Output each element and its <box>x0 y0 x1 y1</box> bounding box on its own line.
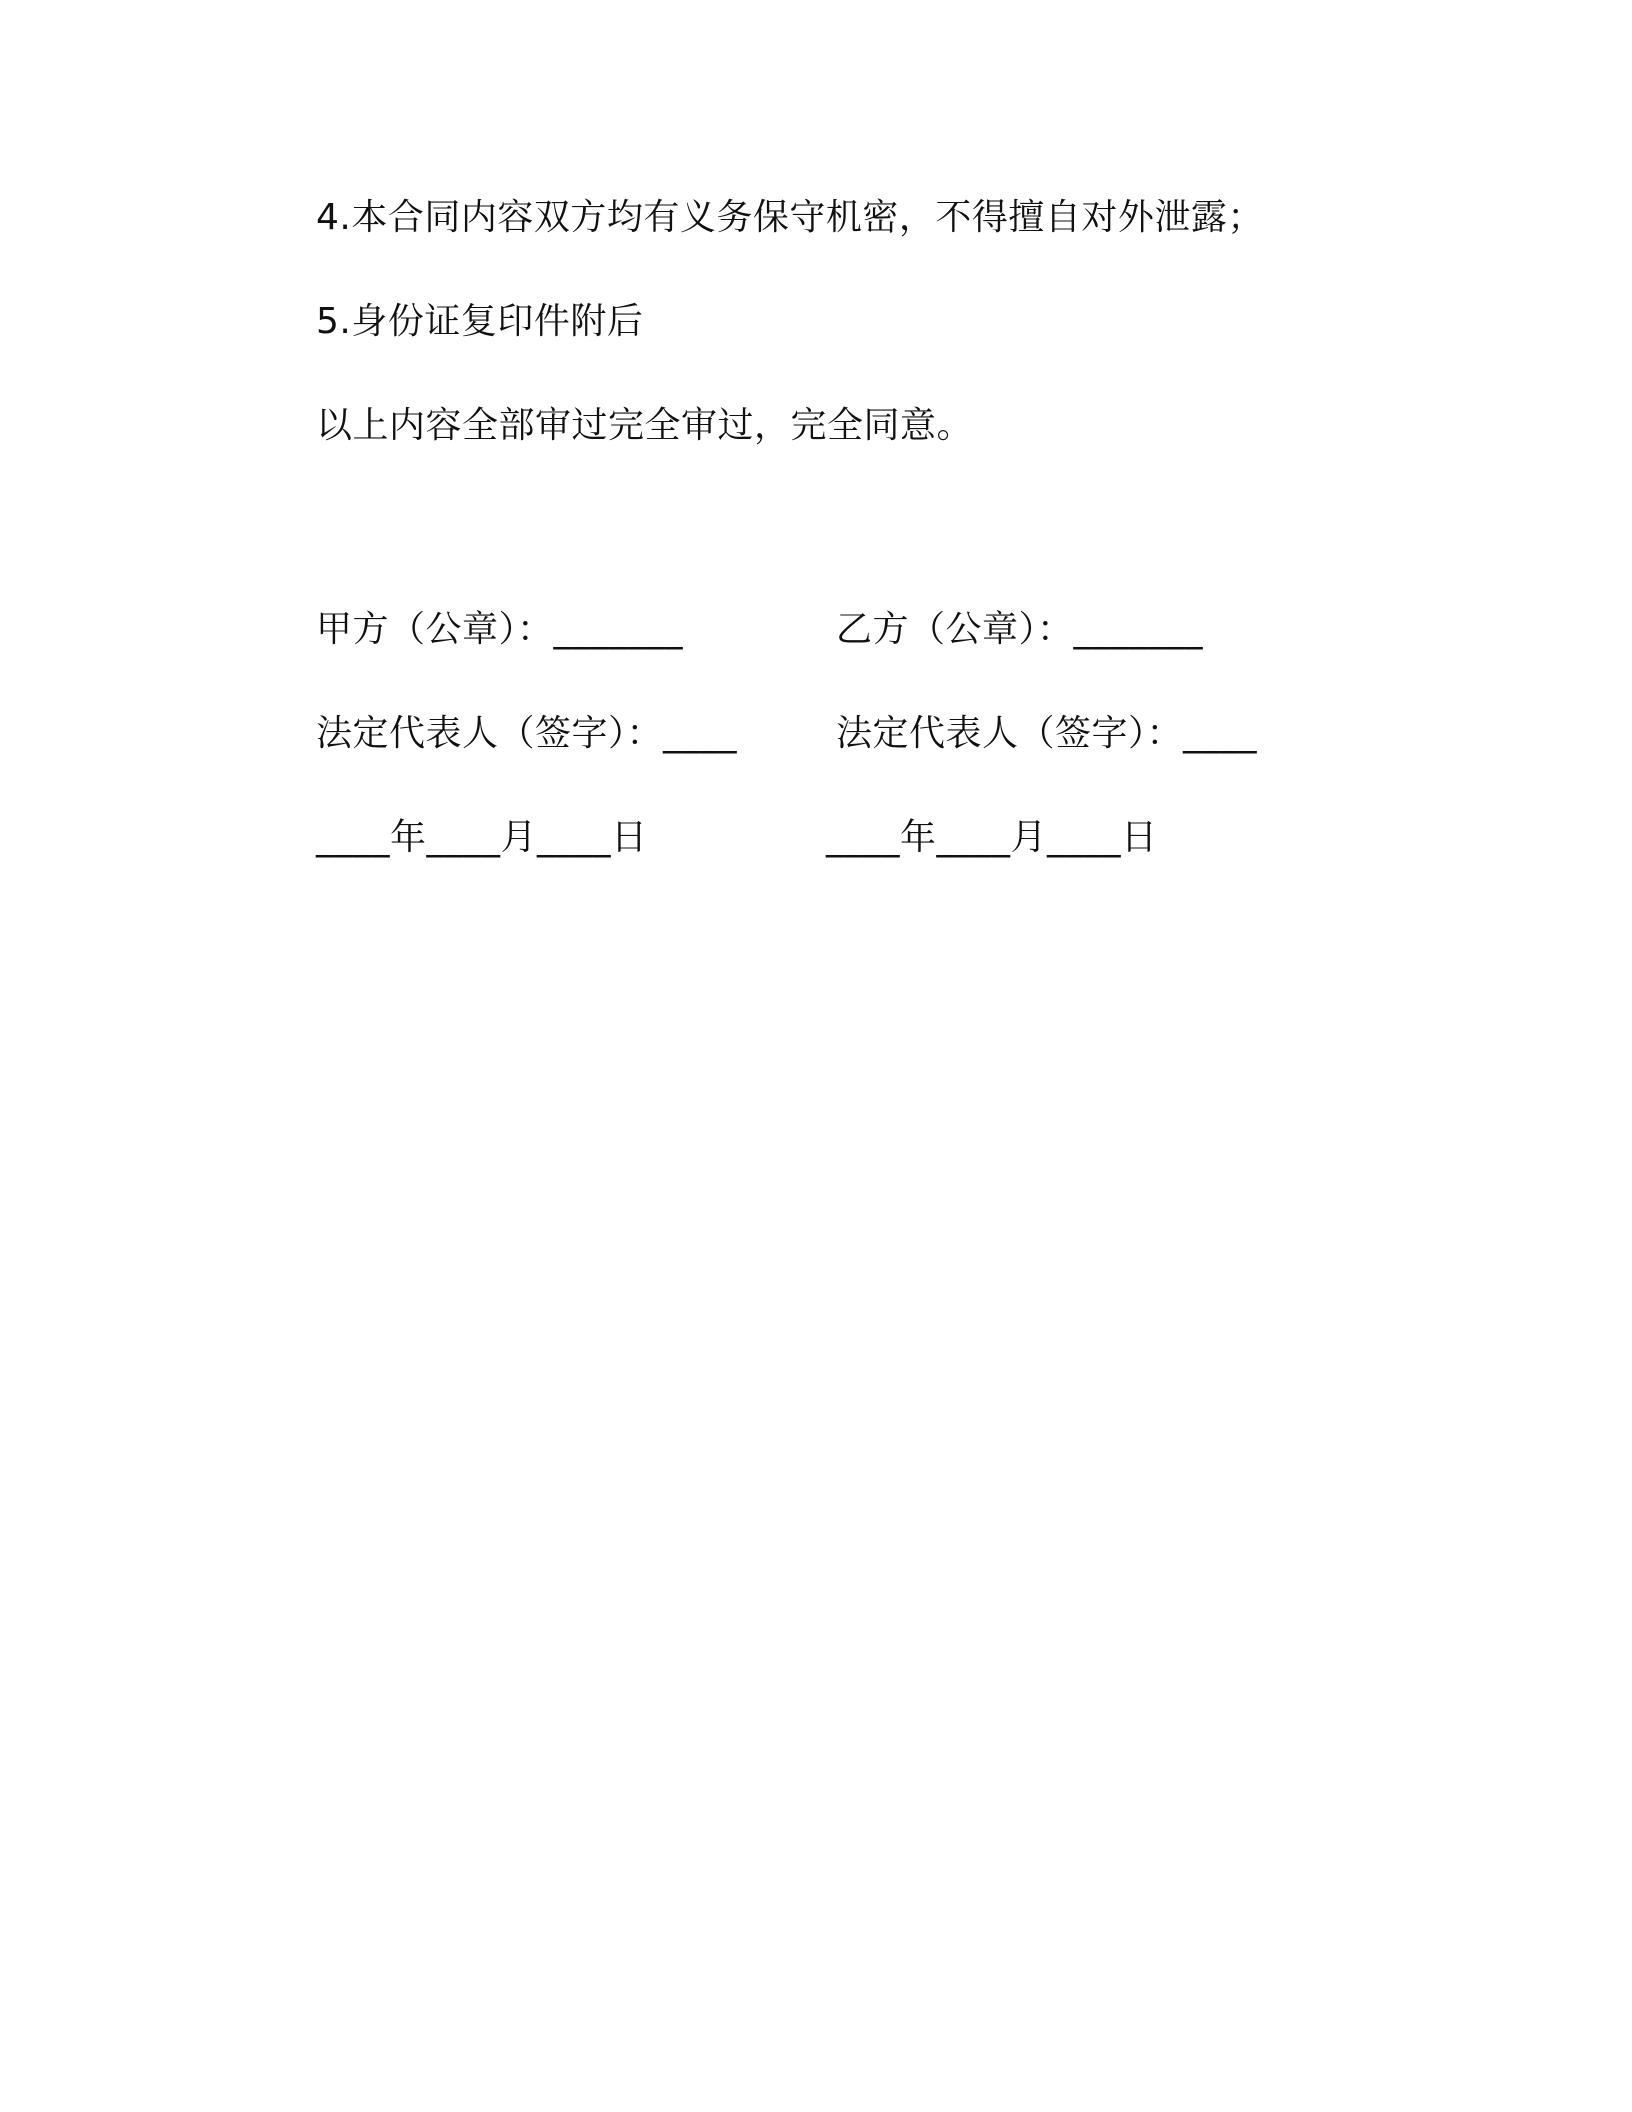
clause-5: 5.身份证复印件附后 <box>316 301 644 342</box>
party-b-representative-line: 法定代表人（签字）：____ <box>836 713 1258 754</box>
agreement-statement: 以上内容全部审过完全审过，完全同意。 <box>316 405 974 446</box>
party-b-seal-line: 乙方（公章）：_______ <box>836 609 1204 650</box>
party-b-date-line: ____年____月____日 <box>826 817 1158 858</box>
clause-4: 4.本合同内容双方均有义务保守机密，不得擅自对外泄露； <box>316 197 1264 238</box>
party-a-date-line: ____年____月____日 <box>316 817 648 858</box>
party-a-representative-line: 法定代表人（签字）：____ <box>316 713 738 754</box>
party-a-seal-line: 甲方（公章）：_______ <box>316 609 684 650</box>
